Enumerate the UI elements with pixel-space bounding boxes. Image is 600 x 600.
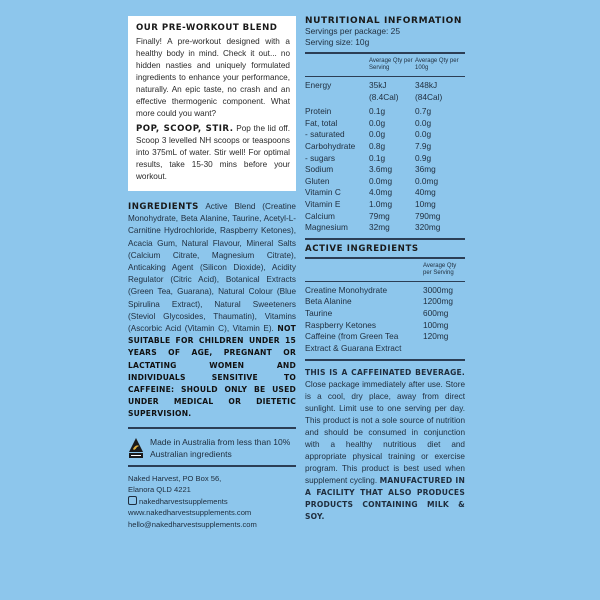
nutrition-row: [305, 80, 465, 106]
per-100g-value: 36mg: [415, 164, 436, 175]
nutrient-name: Protein: [305, 106, 332, 117]
address-line-1: Naked Harvest, PO Box 56,: [128, 473, 222, 483]
per-100g-cal: (84Cal): [415, 91, 443, 102]
nutrient-name: Calcium: [305, 210, 335, 221]
caffeine-title: THIS IS A CAFFEINATED BEVERAGE.: [305, 368, 465, 378]
col-per-serving: Average Qty per Serving: [423, 262, 457, 276]
caffeine-notice: [305, 367, 465, 523]
active-ingredient-value: 3000mg: [423, 284, 453, 295]
active-ingredient-name: Taurine: [305, 307, 333, 318]
divider: [128, 427, 296, 429]
blend-title: OUR PRE-WORKOUT BLEND: [136, 23, 278, 33]
nutrient-name: Vitamin E: [305, 198, 341, 209]
active-ingredient-name: Caffeine (from Green Tea Extract & Guarana Extract: [305, 331, 402, 353]
nutrition-row: [305, 118, 465, 130]
per-serving-value: 79mg: [369, 210, 390, 221]
per-serving-value: 0.1g: [369, 152, 386, 163]
origin-statement: [128, 435, 296, 461]
active-ingredient-name: Raspberry Ketones: [305, 319, 377, 330]
per-serving-value: 3.6mg: [369, 164, 393, 175]
nutrient-name: Carbohydrate: [305, 140, 356, 151]
instagram-text: nakedharvestsupplements: [139, 496, 228, 506]
left-column: [128, 16, 296, 531]
active-ingredient-value: 600mg: [423, 307, 449, 318]
per-serving-value: 0.0g: [369, 117, 386, 128]
active-ingredient-row: [305, 320, 465, 332]
active-ingredient-value: 120mg: [423, 331, 449, 342]
per-100g-value: 0.9g: [415, 152, 432, 163]
nutrient-name: Fat, total: [305, 117, 338, 128]
per-100g-value: 320mg: [415, 222, 441, 233]
origin-text: Made in Australia from less than 10% Australian ingredients: [150, 436, 291, 459]
divider: [305, 359, 465, 361]
nutrition-row: [305, 199, 465, 211]
per-serving-value: [369, 80, 415, 106]
nutrition-row: [305, 141, 465, 153]
per-serving-value: 35kJ: [369, 80, 387, 90]
active-ingredient-name: Beta Alanine: [305, 296, 352, 307]
per-100g-value: 348kJ: [415, 80, 438, 90]
nutrition-header-row: [305, 54, 465, 77]
per-100g-value: 0.7g: [415, 106, 432, 117]
active-table: [305, 259, 465, 355]
address-line-2: Elanora QLD 4221: [128, 485, 191, 495]
per-serving-value: 0.0g: [369, 129, 386, 140]
nutrient-name: Magnesium: [305, 222, 348, 233]
instagram-icon: [128, 496, 137, 505]
blend-panel: [128, 16, 296, 191]
directions: [136, 123, 290, 183]
nutrition-row: [305, 176, 465, 188]
nutrient-name: - sugars: [305, 152, 335, 163]
blend-intro: Finally! A pre-workout designed with a healthy body in mind. Check it out... no hidden nasties and uniquely formulated ingredients to enhance your performance, naturally. An epic taste, no crash and an effective thermogenic component. What more could you want?: [136, 37, 290, 118]
per-serving-value: 32mg: [369, 222, 390, 233]
nutrient-name: - saturated: [305, 129, 345, 140]
right-column: [305, 16, 465, 523]
caffeine-text: Close package immediately after use. Store is a cool, dry place, away from direct sunlight. Limit use to one serving per day. This product is not a sole source of nutrition and should be consumed in conjunction with a healthy nutritious diet and appropriate physical training or exercise program. This product is best used when supplement cycling.: [305, 380, 465, 486]
per-serving-value: 4.0mg: [369, 187, 393, 198]
nutrient-name: Sodium: [305, 164, 334, 175]
per-100g-value: 10mg: [415, 198, 436, 209]
ingredients-section: [128, 201, 296, 421]
per-100g-value: 0.0g: [415, 129, 432, 140]
active-header-row: [305, 259, 465, 282]
australian-made-kangaroo-icon: [128, 437, 144, 459]
active-ingredient-row: [305, 296, 465, 308]
ingredients-title: INGREDIENTS: [128, 202, 199, 212]
website-link[interactable]: www.nakedharvestsupplements.com: [128, 508, 252, 518]
directions-text: Pop the lid off. Scoop 3 levelled NH scoops or teaspoons into 375mL of water. Stir well! For optimal results, take 15-30 mins before your workout.: [136, 124, 290, 181]
contact-info: [128, 473, 296, 531]
serving-size: Serving size: 10g: [305, 37, 370, 47]
active-ingredient-value: 1200mg: [423, 296, 453, 307]
nutrition-table: [305, 54, 465, 234]
per-serving-value: 0.0mg: [369, 175, 393, 186]
nutrition-row: [305, 129, 465, 141]
per-serving-value: 1.0mg: [369, 198, 393, 209]
ingredients-text: Active Blend (Creatine Monohydrate, Beta Alanine, Taurine, Acetyl-L-Carnitine Hydrochloride, Raspberry Ketones), Acacia Gum, Natural Flavour, Mineral Salts (Calcium Citrate, Magnesium Citrate), Anticaking Agent (Silicon Dioxide), Acidity Regulator (Citric Acid), Botanical Extracts (Green Tea, Guarana), Natural Colour (Blue Spirulina Extract), Natural Sweeteners (Steviol Glycosides, Thaumatin), Vitamins (Ascorbic Acid (Vitamin C), Vitamin E).: [128, 202, 296, 334]
active-ingredient-row: [305, 308, 465, 320]
per-100g-value: [415, 80, 465, 106]
servings-per-package: Servings per package: 25: [305, 26, 400, 36]
per-serving-value: 0.1g: [369, 106, 386, 117]
active-ingredient-row: [305, 331, 465, 354]
ingredients-warning: NOT SUITABLE FOR CHILDREN UNDER 15 YEARS OF AGE, PREGNANT OR LACTATING WOMEN AND INDIVIDUALS SENSITIVE TO CAFFEINE: SHOULD ONLY BE USED UNDER MEDICAL OR DIETETIC SUPERVISION.: [128, 324, 296, 419]
nutrition-row: [305, 106, 465, 118]
email-link[interactable]: hello@nakedharvestsupplements.com: [128, 520, 257, 530]
directions-title: POP, SCOOP, STIR.: [136, 124, 234, 134]
nutrient-name: Energy: [305, 80, 332, 90]
active-ingredient-value: 100mg: [423, 319, 449, 330]
divider: [128, 465, 296, 467]
per-100g-value: 40mg: [415, 187, 436, 198]
nutrition-row: [305, 222, 465, 234]
nutrient-name: Vitamin C: [305, 187, 341, 198]
active-ingredient-row: [305, 285, 465, 297]
instagram-handle[interactable]: [128, 496, 296, 508]
nutrition-row: [305, 153, 465, 165]
col-per-serving: Average Qty per Serving: [369, 58, 413, 71]
active-title: ACTIVE INGREDIENTS: [305, 243, 419, 254]
per-serving-cal: (8.4Cal): [369, 91, 399, 102]
col-per-100g: Average Qty per 100g: [415, 58, 459, 71]
per-100g-value: 790mg: [415, 210, 441, 221]
per-100g-value: 0.0mg: [415, 175, 439, 186]
nutrition-row: [305, 164, 465, 176]
active-ingredient-name: Creatine Monohydrate: [305, 284, 388, 295]
per-100g-value: 0.0g: [415, 117, 432, 128]
nutrient-name: Gluten: [305, 175, 330, 186]
nutrition-title: NUTRITIONAL INFORMATION: [305, 16, 463, 26]
nutrition-row: [305, 187, 465, 199]
nutrition-row: [305, 211, 465, 223]
allergen-warning: MANUFACTURED IN A FACILITY THAT ALSO PRODUCES PRODUCTS CONTAINING MILK & SOY.: [305, 476, 465, 522]
per-100g-value: 7.9g: [415, 140, 432, 151]
per-serving-value: 0.8g: [369, 140, 386, 151]
